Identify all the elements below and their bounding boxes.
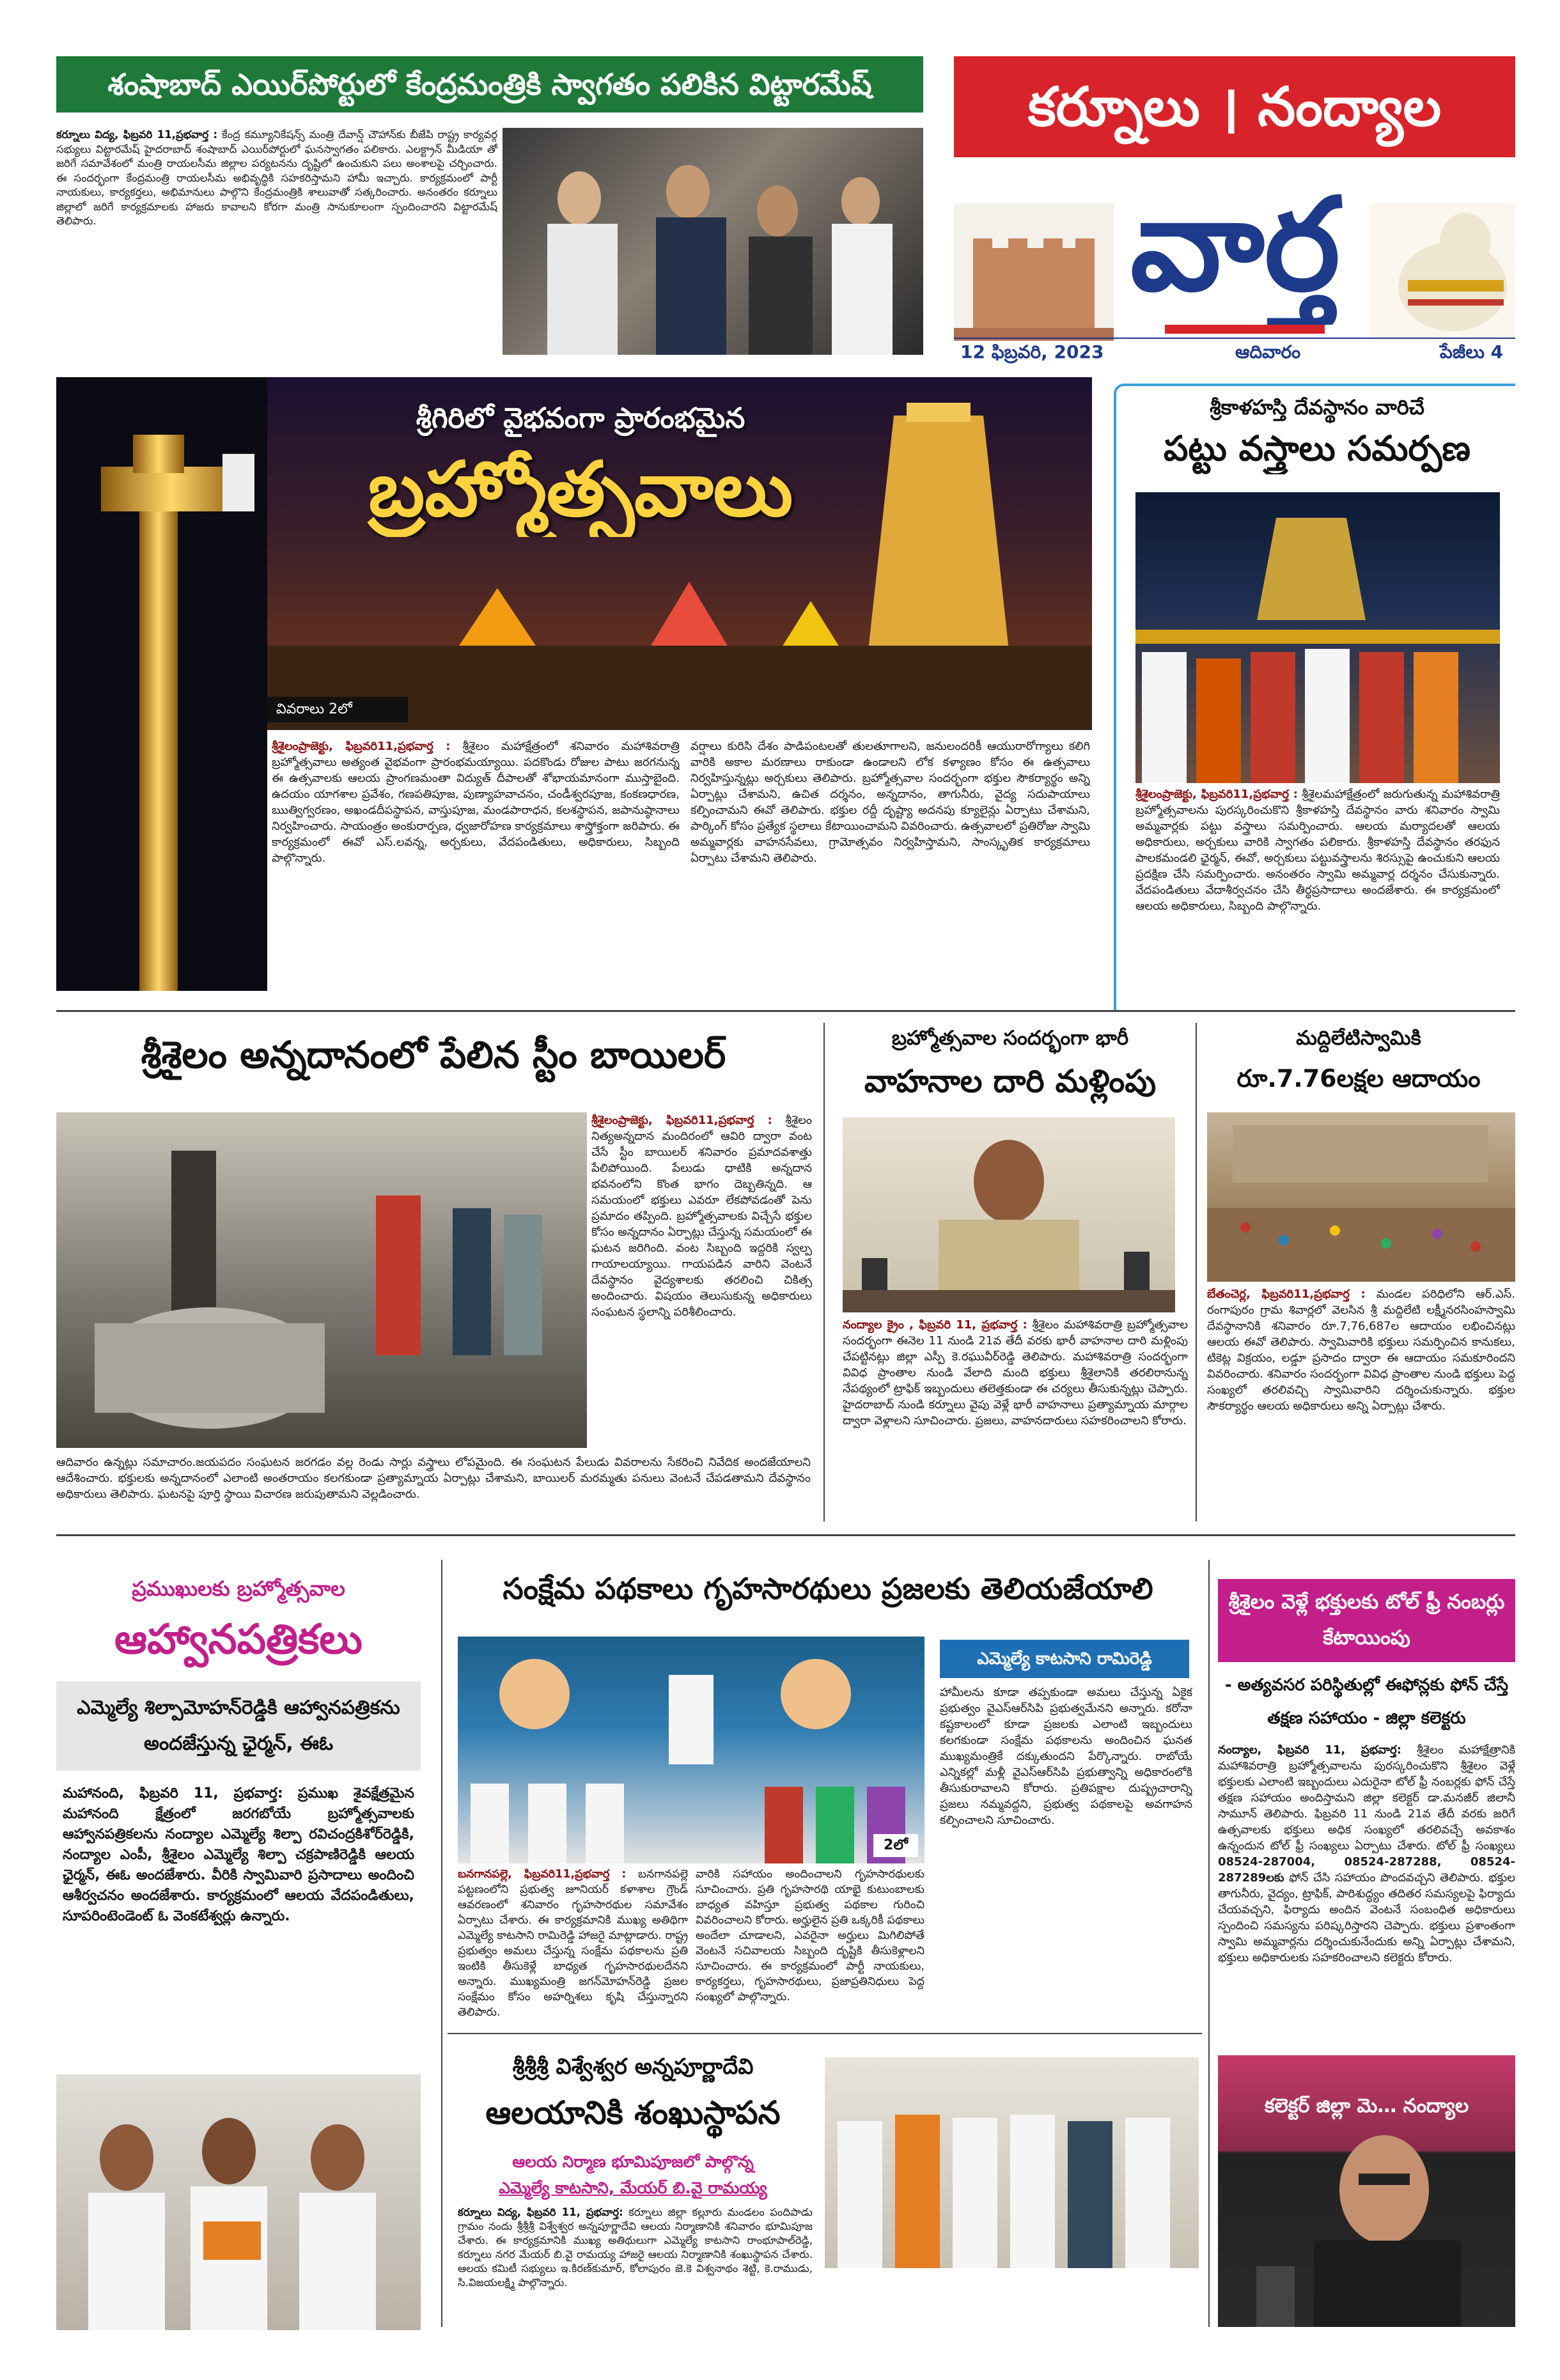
temple-subhead2: ఎమ్మెల్యే కాటసాని, మేయర్ బి.వై రామయ్య <box>499 2179 767 2197</box>
divider-v4 <box>1208 1560 1210 2327</box>
airport-article-text <box>56 128 497 358</box>
tollfree-banner-text: కలెక్టర్ జిల్లా మె… నంద్యాల <box>1264 2095 1469 2117</box>
srikalahasti-body: శ్రీశైలమహాక్షేత్రంలో జరుగుతున్న మహాశివరాత్రి బ్రహ్మోత్సవాలను పురస్కరించుకొని శ్రీకాళహస్తి దేవస్థానం వారు శనివారం స్వామి అమ్మవార్లకు పట్టు వస్త్రాలు సమర్పించారు. ఆలయ మర్యాదలతో ఆలయ అధికారులు, అర్చకులు వారికి స్వాగతం పలికారు. శ్రీకాళహస్తి దేవస్థానం తరఫున పాలకమండలి ఛైర్మన్, ఈవో, అర్చకులు పట్టువస్త్రాలను శిరస్సుపై ఉంచుకుని ఆలయ ప్రదక్షిణ చేసి సమర్పించారు. అనంతరం స్వామి అమ్మవార్ల దర్శనం చేసుకున్నారు. వేదపండితులు వేదాశీర్వచనం చేసి తీర్థప్రసాదాలు అందజేశారు. ఈ కార్యక్రమంలో ఆలయ అధికారులు, సిబ్బంది పాల్గొన్నారు. <box>1135 788 1500 913</box>
schemes-dateline: బనగానపల్లె, ఫిబ్రవరి11,ప్రభవార్త : <box>458 1868 627 1881</box>
brahmotsavam-text-col2 <box>690 738 1090 991</box>
masthead-red-band <box>954 56 1515 157</box>
divider-mid-top <box>56 1010 1515 1012</box>
invitation-dateline: మహానంది, ఫిబ్రవరి 11, ప్రభవార్త: <box>63 1785 283 1801</box>
invitation-text <box>63 1784 414 2071</box>
schemes-headline: సంక్షేమ పథకాలు గృహసారథులు ప్రజలకు తెలియజేయాలి <box>503 1571 1153 1606</box>
masthead-fort-art <box>954 203 1114 341</box>
maddileti-crowd-illustration <box>1207 1112 1515 1282</box>
divider-mid-bottom <box>56 1534 1515 1536</box>
boiler-photo <box>56 1112 587 1448</box>
invitation-subhead: ఎమ్మెల్యే శిల్పామోహన్‌రెడ్డికి ఆహ్వానపత్రికను అందజేస్తున్న ఛైర్మన్, ఈఓ <box>77 1697 400 1755</box>
airport-headline-bar <box>56 56 923 113</box>
invitation-people-illustration <box>56 2074 421 2330</box>
schemes-text-col1 <box>458 1867 688 2023</box>
tollfree-phones: 08524-287004, 08524-287288, 08524-287289లకు <box>1218 1855 1515 1885</box>
masthead-title-top: కర్నూలు । నంద్యాల <box>1027 75 1442 138</box>
brahmotsavam-temple-photo <box>267 377 1092 730</box>
temple-body: కర్నూలు జిల్లా కల్లూరు మండలం పందిపాడు గ్రామం నందు శ్రీశ్రీశ్రీ విశ్వేశ్వర అన్నపూర్ణాదేవి ఆలయ నిర్మాణానికి శనివారం భూమిపూజ చేశారు. ఈ కార్యక్రమానికి ముఖ్య అతిథులుగా ఎమ్మెల్యే కాటసాని రాంభూపాల్‌రెడ్డి, కర్నూలు నగర మేయర్ బి.వై రామయ్య హాజరై ఆలయ నిర్మాణానికి శంఖుస్థాపన చేశారు. ఆలయ కమిటీ సభ్యులు ఇ.కిరణ్‌కుమార్, కోలాపురం జె.కె విశ్వనాథం శెట్టి, కె.రాముడు, సి.విజయలక్ష్మి పాల్గొన్నారు. <box>458 2206 813 2289</box>
masthead-date: 12 ఫిబ్రవరి, 2023 <box>960 341 1104 362</box>
maddileti-text <box>1207 1286 1515 1510</box>
invitation-photo <box>56 2074 421 2330</box>
divider-v1 <box>823 1023 825 1521</box>
schemes-photo <box>458 1637 924 1863</box>
tollfree-headline: శ్రీశైలం వెళ్లే భక్తులకు టోల్ ఫ్రీ నంబర్లు కేటాయింపు <box>1228 1591 1505 1649</box>
temple-people-illustration <box>825 2057 1199 2268</box>
traffic-dateline: నంద్యాల క్రైం , ఫిబ్రవరి 11, ప్రభవార్త : <box>843 1318 1027 1332</box>
schemes-text-col3 <box>940 1684 1192 2023</box>
invitation-headline: ఆహ్వానపత్రికలు <box>114 1616 363 1663</box>
tollfree-headline-box <box>1218 1579 1515 1662</box>
masthead-nandi-art <box>1369 203 1515 341</box>
maddileti-dateline: బేతంచెర్ల, ఫిబ్రవరి11,ప్రభవార్త : <box>1207 1287 1366 1301</box>
boiler-headline: శ్రీశైలం అన్నదానంలో పేలిన స్టీం బాయిలర్ <box>141 1033 726 1077</box>
schemes-body-col2: వారికి సహాయం అందించాలని గృహసారథులకు సూచించారు. ప్రతి గృహసారథి యాభై కుటుంబాలకు బాధ్యత వహిస్తూ ప్రభుత్వ పథకాల గురించి వివరించాలని కోరారు. అర్హులైన ప్రతి ఒక్కరికీ పథకాలు అందేలా చూడాలని, ఎవరైనా అర్హులు మిగిలిపోతే వెంటనే సచివాలయ సిబ్బంది దృష్టికి తీసుకెళ్లాలని సూచించారు. ఈ కార్యక్రమంలో పార్టీ నాయకులు, కార్యకర్తలు, గృహసారథులు, ప్రజాప్రతినిధులు పెద్ద సంఖ్యలో పాల్గొన్నారు. <box>696 1868 924 2003</box>
tollfree-collector-photo <box>1218 2055 1515 2327</box>
schemes-sub-label-box <box>940 1640 1189 1678</box>
masthead-title-main: వార్త <box>1130 169 1341 320</box>
masthead <box>954 56 1515 357</box>
brahmotsavam-tower-photo <box>56 377 267 991</box>
boiler-body-side: శ్రీశైలం నిత్యఅన్నదాన మందిరంలో ఆవిరి ద్వారా వంట చేసే స్టీం బాయిలర్ శనివారం ప్రమాదవశాత్తు పేలిపోయింది. పేలుడు ధాటికి అన్నదాన భవనంలోని కొంత భాగం దెబ్బతిన్నది. ఆ సమయంలో భక్తులు ఎవరూ లేకపోవడంతో పెను ప్రమాదం తప్పింది. బ్రహ్మోత్సవాలకు విచ్చేసే భక్తుల కోసం అన్నదానం ఏర్పాట్లు చేస్తున్న సమయంలో ఈ ఘటన జరిగింది. వంట సిబ్బంది ఇద్దరికి స్వల్ప గాయాలయ్యాయి. గాయపడిన వారిని వెంటనే దేవస్థానం వైద్యశాలకు తరలించి చికిత్స అందించారు. విషయం తెలుసుకున్న అధికారులు సంఘటన స్థలాన్ని పరిశీలించారు. <box>591 1114 812 1319</box>
brahmotsavam-body-col2: వర్షాలు కురిసి దేశం పాడిపంటలతో తులతూగాలని, జనులందరికీ ఆయురారోగ్యాలు కలిగి వారికి అకాల మరణాలు రాకుండా ఉండాలని లోక కళ్యాణం కోసం ఈ ఉత్సవాలు నిర్వహిస్తున్నట్లు అర్చకులు తెలిపారు. బ్రహ్మోత్సవాల సందర్భంగా భక్తుల సౌకర్యార్థం అన్ని ఏర్పాట్లు చేశామని, ఉచిత దర్శనం, అన్నదానం, తాగునీరు, వైద్య సదుపాయాలు కల్పించామని ఈవో తెలిపారు. భక్తుల రద్దీ దృష్ట్యా అదనపు క్యూలైన్లు ఏర్పాటు చేశామని, పార్కింగ్ కోసం ప్రత్యేక స్థలాలు కేటాయించామని వివరించారు. ఉత్సవాలలో ప్రతిరోజు స్వామి అమ్మవార్లకు వాహనసేవలు, గ్రామోత్సవం నిర్వహిస్తామని, సాంస్కృతిక కార్యక్రమాలు ఏర్పాటు చేశామని తెలిపారు. <box>690 740 1090 865</box>
invitation-body: ప్రముఖ శైవక్షేత్రమైన మహానంది క్షేత్రంలో జరగబోయే బ్రహ్మోత్సవాలకు ఆహ్వానపత్రికలను నంద్యాల ఎమ్మెల్యే శిల్పా రవిచంద్రకిశోర్‌రెడ్డికి, నంద్యాల ఎంపీ, శ్రీశైలం ఎమ్మెల్యే శిల్పా చక్రపాణిరెడ్డికి ఆలయ ఛైర్మన్, ఈఓ అందజేశారు. వీరికి స్వామివారి ప్రసాదాలు అందించి ఆశీర్వచనం అందజేశారు. కార్యక్రమంలో ఆలయ వేదపండితులు, సూపరింటెండెంట్ ఓ వెంకటేశ్వర్లు ఉన్నారు. <box>63 1785 414 1924</box>
tollfree-subhead: - అత్యవసర పరిస్థితుల్లో ఈఫోన్లకు ఫోన్ చేస్తే తక్షణ సహాయం - జిల్లా కలెక్టరు <box>1224 1676 1509 1728</box>
brahmotsavam-photo-tag <box>267 697 408 722</box>
invitation-kicker: ప్రముఖులకు బ్రహ్మోత్సవాల <box>132 1576 345 1601</box>
brahmotsavam-kicker: శ్రీగిరిలో వైభవంగా ప్రారంభమైన <box>416 402 745 435</box>
maddileti-body: మండల పరిధిలోని ఆర్.ఎస్. రంగాపురం గ్రామ శివార్లలో వెలసిన శ్రీ మద్దిలేటి లక్ష్మీనరసింహస్వామి దేవస్థానానికి శనివారం రూ.7,76,687ల ఆదాయం లభించినట్లు ఆలయ ఈవో తెలిపారు. స్వామివారికి భక్తులు సమర్పించిన కానుకలు, టికెట్ల విక్రయం, లడ్డూ ప్రసాదం ద్వారా ఈ ఆదాయం సమకూరిందని వివరించారు. శనివారం సందర్భంగా వివిధ ప్రాంతాల నుండి భక్తులు పెద్ద సంఖ్యలో తరలివచ్చి స్వామివారిని దర్శించుకున్నారు. భక్తుల సౌకర్యార్థం ఆలయ అధికారులు అన్ని ఏర్పాట్లు చేశారు. <box>1207 1287 1515 1413</box>
schemes-body-col3: హామీలను కూడా తప్పకుండా అమలు చేస్తున్న ఏకైక ప్రభుత్వం వైఎస్ఆర్‌సిపి ప్రభుత్వమేనని అన్నారు. కరోనా కష్టకాలంలో కూడా ప్రజలకు ఎలాంటి ఇబ్బందులు కలగకుండా సంక్షేమ పథకాలను అందించిన ఘనత ముఖ్యమంత్రికే దక్కుతుందని పేర్కొన్నారు. రాబోయే ఎన్నికల్లో మళ్లీ వైఎస్ఆర్‌సిపి ప్రభుత్వాన్ని అధికారంలోకి తీసుకురావాలని కోరారు. ప్రతిపక్షాల దుష్ప్రచారాన్ని ప్రజలు నమ్మవద్దని, ప్రభుత్వ పథకాలపై అవగాహన కల్పించాలని సూచించారు. <box>940 1686 1192 1827</box>
temple-text <box>458 2205 813 2327</box>
airport-body: కేంద్ర కమ్యూనికేషన్స్ మంత్రి దేవాన్ష్ చౌహాన్‌కు బీజేపి రాష్ట్ర కార్యవర్గ సభ్యులు విట్టారమేష్ హైదరాబాద్ శంషాబాద్ ఎయిర్‌పోర్టులో ఘనస్వాగతం పలికారు. ఎలక్ట్రాన్ మీడియా తో జరిగే సమావేశంలో మంత్రి రాయలసీమ జిల్లాల పర్యటనను దృష్టిలో ఉంచుకుని పలు అంశాలపై చర్చించారు. ఈ సందర్భంగా కేంద్రమంత్రి రాయలసీమ అభివృద్ధికి సహకరిస్తామని హామీ ఇచ్చారు. కార్యక్రమంలో పార్టీ నాయకులు, కార్యకర్తలు, అభిమానులు పాల్గొని కేంద్రమంత్రికి శాలువాతో సత్కరించారు. అనంతరం కర్నూలు జిల్లాలో జరిగే కార్యక్రమాలకు హాజరు కావాలని కోరగా మంత్రి సానుకూలంగా స్పందించారని విట్టారమేష్ తెలిపారు. <box>56 128 497 227</box>
traffic-text <box>843 1317 1188 1509</box>
masthead-red-underline <box>1165 325 1325 334</box>
masthead-day: ఆదివారం <box>1235 341 1301 362</box>
airport-dateline: కర్నూలు విద్య, ఫిబ్రవరి 11,ప్రభవార్త : <box>56 128 218 141</box>
invitation-subhead-box <box>56 1681 421 1771</box>
traffic-headline: వాహనాల దారి మళ్లింపు <box>864 1063 1157 1100</box>
temple-kicker: శ్రీశ్రీశ్రీ విశ్వేశ్వర అన్నపూర్ణాదేవి <box>512 2054 754 2080</box>
maddileti-photo <box>1207 1112 1515 1282</box>
masthead-date-row <box>954 338 1515 366</box>
schemes-text-col2 <box>696 1867 924 2023</box>
masthead-page: పేజీలు 4 <box>1440 341 1504 362</box>
schemes-sub-label: ఎమ్మెల్యే కాటసాని రామిరెడ్డి <box>977 1649 1152 1668</box>
divider-v3 <box>441 1560 442 2327</box>
boiler-tank-illustration <box>56 1112 587 1448</box>
schemes-photo-tag: 2లో <box>873 1834 918 1857</box>
traffic-sp-illustration <box>843 1117 1175 1312</box>
boiler-text-side <box>591 1112 812 1448</box>
boiler-body-bottom: ఆదివారం ఉన్నట్లు సమాచారం.జయపదం సంఘటన జరగడం వల్ల రెండు సార్లు వస్త్రాలు లోపమైంది. ఈ సంఘటన పేలుడు వివరాలను సేకరించి నివేదిక అందజేయాలని ఆదేశించారు. భక్తులకు అన్నదానంలో ఎలాంటి అంతరాయం కలగకుండా ప్రత్యామ్నాయ ఏర్పాట్లు చేశామని, బాయిలర్ మరమ్మతు పనులు వెంటనే చేపడతామని దేవస్థానం అధికారులు తెలిపారు. ఘటనపై పూర్తి స్థాయి విచారణ జరుపుతామని వెల్లడించారు. <box>56 1456 811 1501</box>
traffic-kicker: బ్రహ్మోత్సవాల సందర్భంగా భారీ <box>891 1027 1129 1050</box>
divider-v2 <box>1196 1023 1197 1521</box>
tollfree-dateline: నంద్యాల, ఫిబ్రవరి 11, ప్రభవార్త: <box>1218 1743 1401 1757</box>
airport-photo-people <box>503 128 923 355</box>
schemes-body-col1: బనగానపల్లె పట్టణంలోని ప్రభుత్వ జూనియర్ కళాశాల గ్రౌండ్ ఆవరణంలో శనివారం గృహసారథుల సమావేశం ఏర్పాటు చేశారు. ఈ కార్యక్రమానికి ముఖ్య అతిథిగా ఎమ్మెల్యే కాటసాని రామిరెడ్డి హాజరై మాట్లాడారు. రాష్ట్ర ప్రభుత్వం అమలు చేస్తున్న సంక్షేమ పథకాలను ప్రతి ఇంటికి తీసుకెళ్లే బాధ్యత గృహసారథులదేనని అన్నారు. ముఖ్యమంత్రి జగన్‌మోహన్‌రెడ్డి ప్రజల సంక్షేమం కోసం అహర్నిశలు కృషి చేస్తున్నారని తెలిపారు. <box>458 1868 688 2019</box>
brahmotsavam-text-col1 <box>272 738 680 991</box>
tollfree-body-top: శ్రీశైలం మహాక్షేత్రానికి మహాశివరాత్రి బ్రహ్మోత్సవాలను పురస్కరించుకొని శ్రీశైలం వెళ్లే భక్తులకు ఎలాంటి ఇబ్బందులు ఎదురైనా టోల్ ఫ్రీ నంబర్లకు ఫోన్ చేస్తే తక్షణ సహాయం అందిస్తామని జిల్లా కలెక్టర్ డా.మనజీర్ జిలానీ సామూన్ తెలిపారు. ఫిబ్రవరి 11 నుండి 21వ తేదీ వరకు జరిగే ఉత్సవాలకు భక్తులు అధిక సంఖ్యలో తరలివచ్చే అవకాశం ఉన్నందున టోల్ ఫ్రీ సంఖ్యలు ఏర్పాటు చేశారు. టోల్ ఫ్రీ సంఖ్యలు <box>1218 1743 1515 1853</box>
airport-photo <box>503 128 923 355</box>
maddileti-kicker: మద్దిలేటిస్వామికి <box>1296 1027 1421 1050</box>
temple-photo <box>825 2057 1199 2268</box>
collector-portrait-illustration <box>1218 2055 1515 2327</box>
brahmotsavam-headline: బ్రహ్మోత్సవాలు <box>368 445 793 533</box>
traffic-photo <box>843 1117 1175 1312</box>
airport-headline: శంషాబాద్ ఎయిర్‌పోర్టులో కేంద్రమంత్రికి స్వాగతం పలికిన విట్టారమేష్ <box>107 67 872 102</box>
temple-headline: ఆలయానికి శంఖుస్థాపన <box>485 2094 781 2131</box>
traffic-body: శ్రీశైలం మహాశివరాత్రి బ్రహ్మోత్సవాల సందర్భంగా ఈనెల 11 నుండి 21వ తేదీ వరకు భారీ వాహనాల దారి మళ్లింపు చేపట్టినట్లు జిల్లా ఎస్పీ కె.రఘువీర్‌రెడ్డి తెలిపారు. మహాశివరాత్రి సందర్భంగా వివిధ ప్రాంతాల నుండి వేలాది మంది భక్తులు శ్రీశైలానికి తరలిరానున్న నేపథ్యంలో ట్రాఫిక్ ఇబ్బందులు తలెత్తకుండా ఈ చర్యలు తీసుకున్నట్లు చెప్పారు. హైదరాబాద్ నుండి కర్నూలు వైపు వెళ్లే భారీ వాహనాలు ప్రత్యామ్నాయ మార్గాల ద్వారా వెళ్లాలని సూచించారు. ప్రజలు, వాహనదారులు సహకరించాలని కోరారు. <box>843 1318 1188 1427</box>
temple-dateline: కర్నూలు విద్య, ఫిబ్రవరి 11, ప్రభవార్త: <box>458 2206 623 2218</box>
tollfree-body-bottom: ఫోన్ చేసి సహాయం పొందవచ్చని తెలిపారు. భక్తుల తాగునీరు, వైద్యం, ట్రాఫిక్, పారిశుద్ధ్యం తదితర సమస్యలపై ఫిర్యాదు చేయవచ్చని, ఫిర్యాదు అందిన వెంటనే సంబంధిత అధికారులు స్పందించి సమస్యను పరిష్కరిస్తారని చెప్పారు. భక్తులు ప్రశాంతంగా స్వామి అమ్మవార్లను దర్శించుకునేందుకు అన్ని ఏర్పాట్లు చేశామని, భక్తులు అధికారులకు సహకరించాలని కలెక్టరు కోరారు. <box>1218 1871 1515 1964</box>
temple-subhead1: ఆలయ నిర్మాణ భూమిపూజలో పాల్గొన్న <box>512 2152 754 2171</box>
schemes-stage-illustration <box>458 1637 924 1863</box>
golden-flagstaff-illustration <box>56 377 267 991</box>
srikalahasti-kicker: శ్రీకాళహస్తి దేవస్థానం వారిచే <box>1209 395 1424 419</box>
srikalahasti-priests-illustration <box>1135 492 1500 783</box>
brahmotsavam-dateline: శ్రీశైలంప్రాజెక్టు, ఫిబ్రవరి11,ప్రభవార్త : <box>272 740 451 753</box>
maddileti-headline: రూ.7.76లక్షల ఆదాయం <box>1236 1064 1481 1093</box>
srikalahasti-headline: పట్టు వస్త్రాలు సమర్పణ <box>1164 428 1470 469</box>
divider-schemes-bottom <box>448 2033 1202 2034</box>
srikalahasti-photo <box>1135 492 1500 783</box>
boiler-text-bottom <box>56 1454 811 1518</box>
brahmotsavam-body-col1: శ్రీశైలం మహాక్షేత్రంలో శనివారం మహాశివరాత్రి బ్రహ్మోత్సవాలు అత్యంత వైభవంగా ప్రారంభమయ్యాయి. పదకొండు రోజుల పాటు జరగనున్న ఈ ఉత్సవాలకు ఆలయ ప్రాంగణమంతా విద్యుత్ దీపాలతో శోభాయమానంగా ముస్తాబైంది. ఉదయం యాగశాల ప్రవేశం, గణపతిపూజ, పుణ్యాహవాచనం, చండీశ్వరపూజ, కంకణధారణ, ఋత్విగ్వరణం, అఖండదీపస్థాపన, వాస్తుపూజ, మండపారాధన, కలశస్థాపన, జపానుష్ఠానాలు నిర్వహించారు. సాయంత్రం అంకురార్పణ, ధ్వజారోహణ కార్యక్రమాలు శాస్త్రోక్తంగా జరిపారు. ఈ కార్యక్రమంలో ఈవో ఎస్.లవన్న, అర్చకులు, వేదపండితులు, అధికారులు, సిబ్బంది పాల్గొన్నారు. <box>272 740 680 865</box>
tollfree-text <box>1218 1742 1515 2039</box>
brahmotsavam-photo-tag-text: వివరాలు 2లో <box>276 701 352 717</box>
srikalahasti-dateline: శ్రీశైలంప్రాజెక్టు, ఫిబ్రవరి11,ప్రభవార్త : <box>1135 788 1298 801</box>
boiler-dateline: శ్రీశైలంప్రాజెక్టు, ఫిబ్రవరి11,ప్రభవార్త : <box>591 1114 772 1127</box>
srikalahasti-text <box>1135 786 1500 997</box>
